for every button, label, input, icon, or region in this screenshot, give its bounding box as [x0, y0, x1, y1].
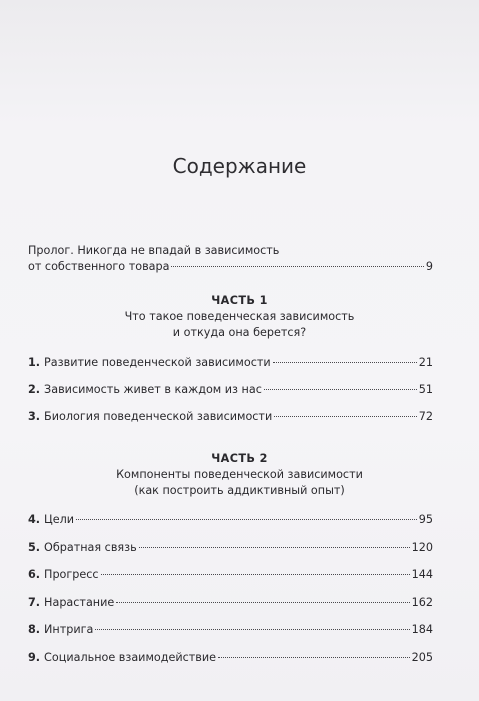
dot-leader: [76, 519, 417, 520]
dot-leader: [101, 574, 410, 575]
toc-entry-chapter: [28, 540, 433, 556]
chapter-number: 2.: [28, 383, 41, 396]
chapter-number: 1.: [28, 356, 41, 369]
dot-leader: [171, 266, 423, 267]
chapter-title: Прогресс: [44, 568, 99, 581]
part-label: ЧАСТЬ 1: [211, 294, 268, 307]
page-number: 205: [411, 651, 433, 664]
part-subtitle-line2: и откуда она берется?: [172, 326, 307, 339]
chapter-number: 9.: [28, 651, 41, 664]
chapter-title: Биология поведенческой зависимости: [44, 410, 273, 423]
dot-leader: [139, 547, 410, 548]
part-subtitle-line1: Компоненты поведенческой зависимости: [116, 468, 363, 481]
part-label: ЧАСТЬ 2: [211, 452, 268, 465]
toc-entry-chapter: [28, 512, 433, 528]
page-number: 9: [425, 260, 433, 273]
dot-leader: [273, 362, 417, 363]
dot-leader: [95, 629, 409, 630]
page-number: 51: [418, 383, 433, 396]
chapter-title: Обратная связь: [44, 541, 137, 554]
chapter-number: 3.: [28, 410, 41, 423]
prologue-title-line1: Пролог. Никогда не впадай в зависимость: [28, 244, 280, 257]
chapter-number: 8.: [28, 623, 41, 636]
chapter-title: Нарастание: [44, 596, 115, 609]
toc-entry-chapter: [28, 567, 433, 583]
chapter-title: Интрига: [44, 623, 94, 636]
chapter-title: Социальное взаимодействие: [44, 651, 217, 664]
chapter-title: Цели: [44, 513, 75, 526]
chapter-title: Зависимость живет в каждом из нас: [44, 383, 262, 396]
page-number: 21: [418, 356, 433, 369]
dot-leader: [116, 602, 409, 603]
prologue-title-line2: от собственного товара: [28, 260, 170, 273]
toc-entry-chapter: [28, 409, 433, 425]
toc-entry-chapter: [28, 622, 433, 638]
page-title: Содержание: [172, 154, 307, 178]
toc-entry-chapter: [28, 595, 433, 611]
page-number: 95: [418, 513, 433, 526]
toc-entry-chapter: [28, 382, 433, 398]
toc-entry-chapter: [28, 355, 433, 371]
chapter-title: Развитие поведенческой зависимости: [44, 356, 271, 369]
dot-leader: [274, 416, 417, 417]
dot-leader: [218, 657, 410, 658]
dot-leader: [264, 389, 417, 390]
toc-entry-chapter: [28, 650, 433, 666]
part-subtitle-line2: (как построить аддиктивный опыт): [134, 484, 345, 497]
part-heading: [0, 451, 479, 499]
page-number: 72: [418, 410, 433, 423]
toc-entry-prologue: [28, 243, 433, 275]
page-number: 184: [411, 623, 433, 636]
page-number: 162: [411, 596, 433, 609]
part-heading: [0, 293, 479, 341]
chapter-number: 5.: [28, 541, 41, 554]
chapter-number: 7.: [28, 596, 41, 609]
page-number: 120: [411, 541, 433, 554]
chapter-number: 4.: [28, 513, 41, 526]
chapter-number: 6.: [28, 568, 41, 581]
page-number: 144: [411, 568, 433, 581]
part-subtitle-line1: Что такое поведенческая зависимость: [124, 310, 355, 323]
